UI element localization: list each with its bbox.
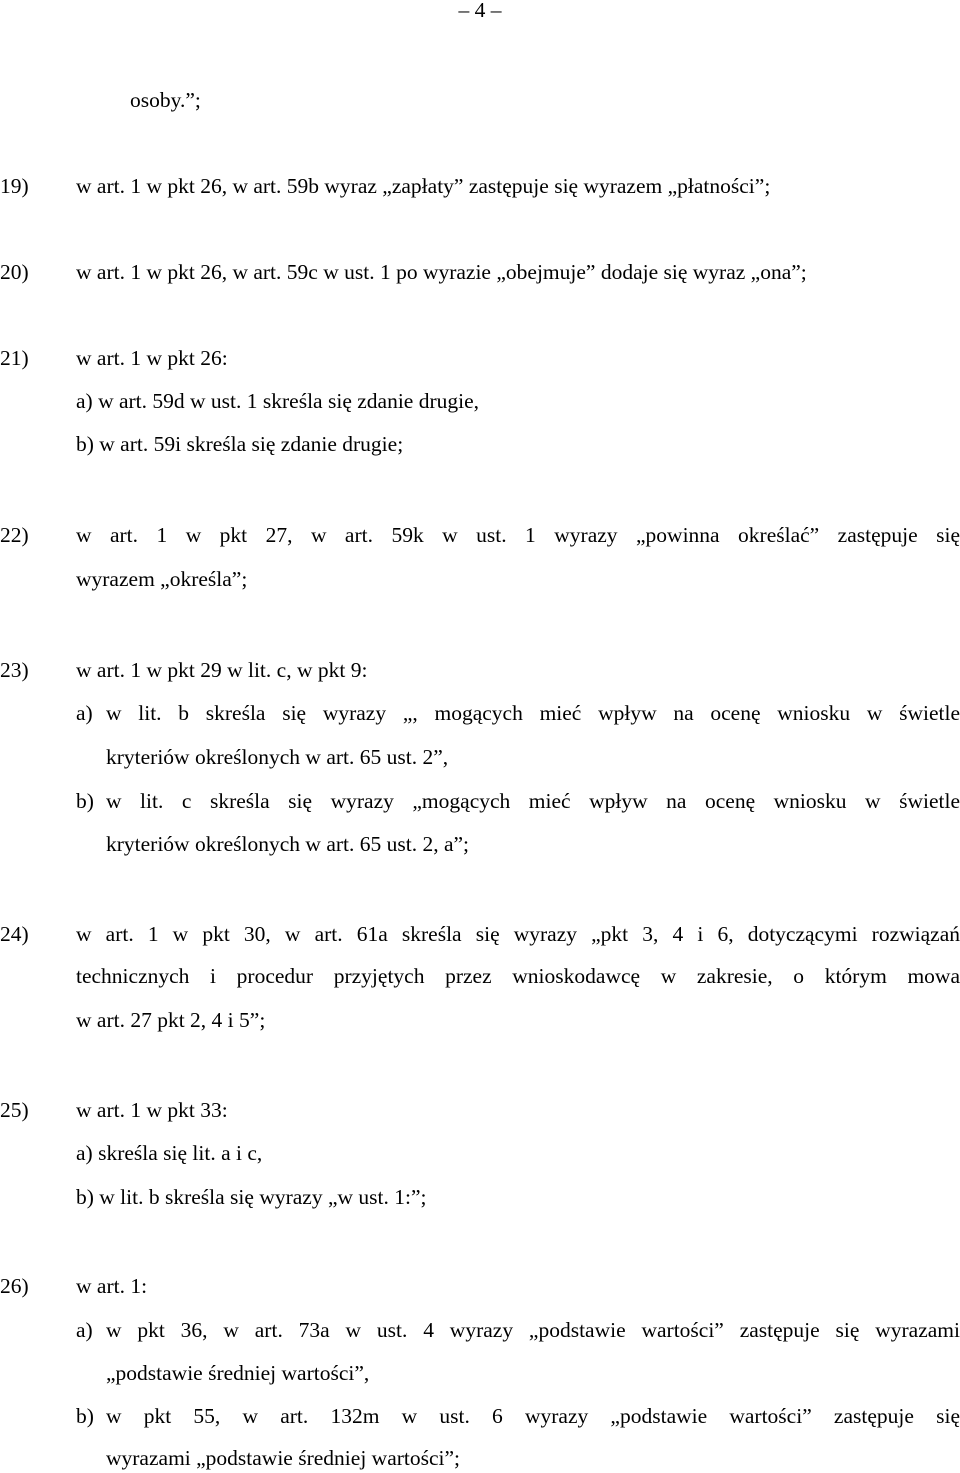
subitem-25a: a) skreśla się lit. a i c,: [76, 1141, 263, 1165]
item-22-text: w art. 1 w pkt 27, w art. 59k w ust. 1 wyrazy „powinna określać” zastępuje się: [76, 523, 960, 547]
item-number: 20): [0, 260, 29, 284]
item-22-continuation: wyrazem „określa”;: [76, 567, 248, 591]
subitem-23b-label: b): [76, 789, 94, 813]
item-24-continuation-1: technicznych i procedur przyjętych przez wnioskodawcę w zakresie, o którym mowa: [76, 964, 960, 988]
item-number: 21): [0, 346, 29, 370]
item-24-continuation-2: w art. 27 pkt 2, 4 i 5”;: [76, 1008, 266, 1032]
item-text: w art. 1:: [76, 1274, 148, 1298]
item-text: w art. 1 w pkt 26:: [76, 346, 228, 370]
subitem-23a-continuation: kryteriów określonych w art. 65 ust. 2”,: [106, 745, 449, 769]
page-number: – 4 –: [458, 0, 502, 22]
item-number: 23): [0, 658, 29, 682]
item-number: 19): [0, 174, 29, 198]
subitem-21b: b) w art. 59i skreśla się zdanie drugie;: [76, 432, 404, 456]
subitem-23a-label: a): [76, 701, 93, 725]
item-number: 25): [0, 1098, 29, 1122]
item-text: w art. 1 w pkt 29 w lit. c, w pkt 9:: [76, 658, 368, 682]
continuation-line: osoby.”;: [130, 88, 201, 112]
subitem-26a-text: w pkt 36, w art. 73a w ust. 4 wyrazy „podstawie wartości” zastępuje się wyrazami: [106, 1318, 960, 1342]
subitem-26b-text: w pkt 55, w art. 132m w ust. 6 wyrazy „podstawie wartości” zastępuje się: [106, 1404, 960, 1428]
item-number: 26): [0, 1274, 29, 1298]
item-number: 24): [0, 922, 29, 946]
subitem-26b-continuation: wyrazami „podstawie średniej wartości”;: [106, 1446, 461, 1470]
item-24-text: w art. 1 w pkt 30, w art. 61a skreśla się wyrazy „pkt 3, 4 i 6, dotyczącymi rozwiązań: [76, 922, 960, 946]
subitem-23b-text: w lit. c skreśla się wyrazy „mogących mieć wpływ na ocenę wniosku w świetle: [106, 789, 960, 813]
subitem-26a-continuation: „podstawie średniej wartości”,: [106, 1361, 370, 1385]
item-text: w art. 1 w pkt 33:: [76, 1098, 228, 1122]
subitem-21a: a) w art. 59d w ust. 1 skreśla się zdanie drugie,: [76, 389, 480, 413]
item-text: w art. 1 w pkt 26, w art. 59c w ust. 1 po wyrazie „obejmuje” dodaje się wyraz „ona”;: [76, 260, 807, 284]
subitem-25b: b) w lit. b skreśla się wyrazy „w ust. 1:”;: [76, 1185, 427, 1209]
item-number: 22): [0, 523, 29, 547]
subitem-26a-label: a): [76, 1318, 93, 1342]
item-text: w art. 1 w pkt 26, w art. 59b wyraz „zapłaty” zastępuje się wyrazem „płatności”;: [76, 174, 771, 198]
subitem-23b-continuation: kryteriów określonych w art. 65 ust. 2, a”;: [106, 832, 470, 856]
subitem-26b-label: b): [76, 1404, 94, 1428]
subitem-23a-text: w lit. b skreśla się wyrazy „, mogących mieć wpływ na ocenę wniosku w świetle: [106, 701, 960, 725]
